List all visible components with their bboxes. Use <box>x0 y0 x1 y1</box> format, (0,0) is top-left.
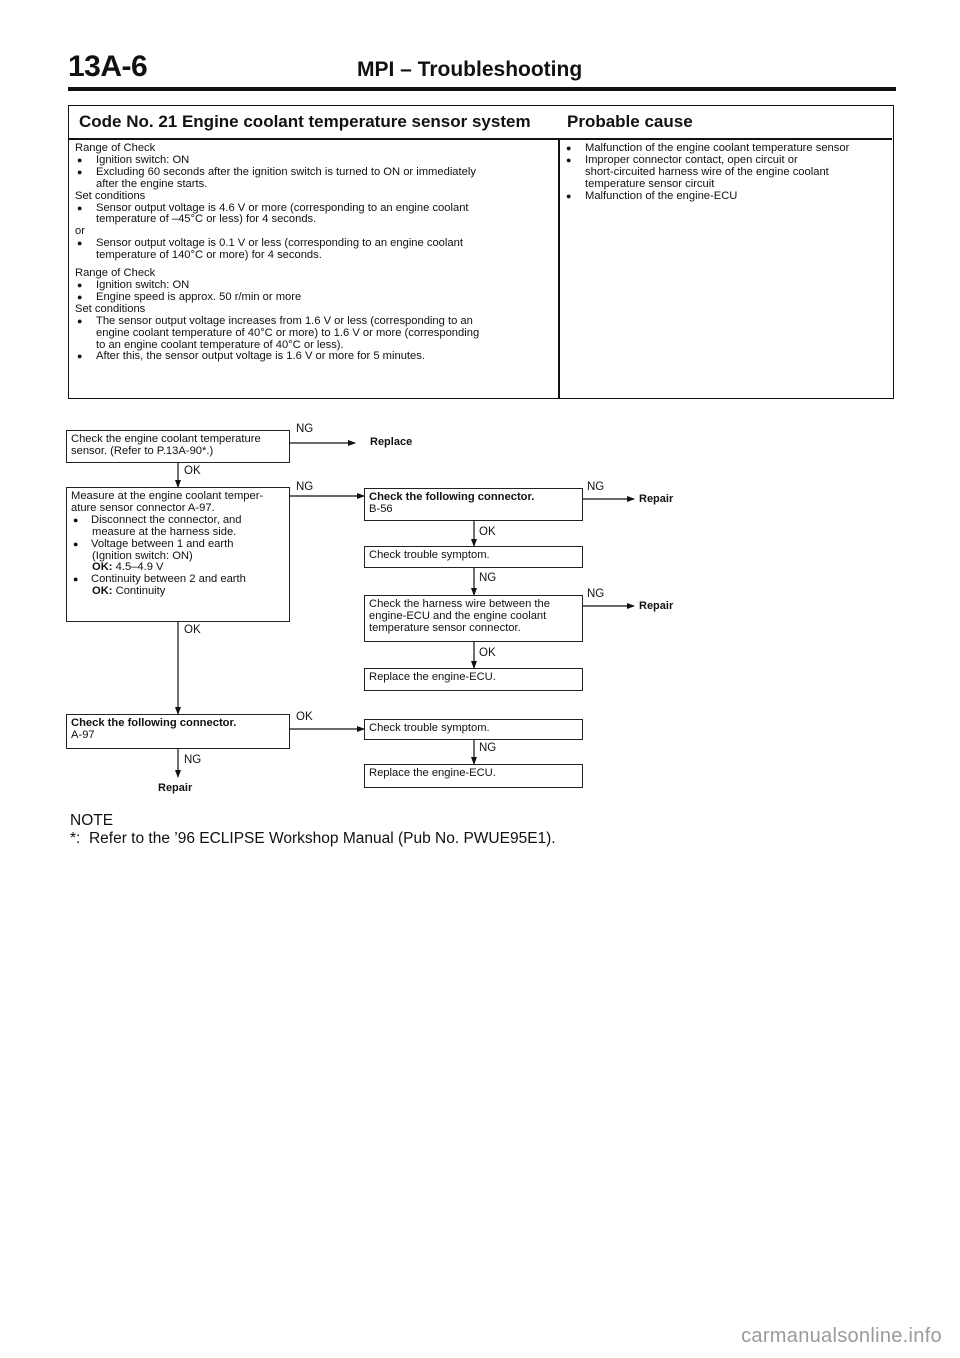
box-text: ature sensor connector A-97. <box>71 501 215 514</box>
condition-item-cont: engine coolant temperature of 40°C or more) to 1.6 V or more (corresponding <box>96 326 480 339</box>
box-text: Check trouble symptom. <box>369 549 490 561</box>
note-body <box>70 830 556 848</box>
branch-label-ng: NG <box>587 481 605 493</box>
box-text: A-97 <box>71 728 95 741</box>
note-marker: *: <box>70 830 81 847</box>
branch-label-ng: NG <box>479 742 497 754</box>
replace-ecu-box <box>364 764 583 788</box>
or-text: or <box>75 225 85 238</box>
box-text: Check the engine coolant temperature <box>71 433 261 445</box>
condition-item: ● After this, the sensor output voltage is 1.6 V or more for 5 minutes. <box>75 351 551 363</box>
check-connector-b56-box <box>364 488 583 521</box>
check-harness-wire-box <box>364 595 583 642</box>
box-text: Check the harness wire between the <box>369 598 550 610</box>
box-text: measure at the harness side. <box>92 525 237 538</box>
condition-item: ● Ignition switch: ON <box>75 280 551 292</box>
condition-item: ● Ignition switch: ON <box>75 155 551 167</box>
branch-label-ok: OK <box>296 711 313 723</box>
ok-spec-value: 4.5–4.9 V <box>115 561 164 574</box>
branch-label-ok: OK <box>184 624 201 636</box>
ok-spec-label: OK: <box>92 585 113 598</box>
box-text: B-56 <box>369 502 393 515</box>
cause-item-cont: temperature sensor circuit <box>585 177 715 190</box>
condition-item: ● Excluding 60 seconds after the ignition switch is turned to ON or immediately <box>75 167 551 179</box>
action-repair: Repair <box>639 493 674 505</box>
cause-title: Probable cause <box>567 112 693 131</box>
box-text: Check trouble symptom. <box>369 722 490 734</box>
branch-label-ng: NG <box>479 572 497 584</box>
action-repair: Repair <box>639 600 674 612</box>
set-conditions-heading: Set conditions <box>75 189 146 202</box>
cause-item: ● Improper connector contact, open circuit or <box>564 155 886 167</box>
branch-label-ok: OK <box>184 465 201 477</box>
watermark: carmanualsonline.info <box>741 1325 942 1347</box>
note-text: Refer to the ’96 ECLIPSE Workshop Manual (Pub No. PWUE95E1). <box>88 830 556 847</box>
condition-item: ● Sensor output voltage is 4.6 V or more (corresponding to an engine coolant <box>75 203 551 215</box>
box-text: Check the following connector. <box>369 491 535 503</box>
condition-item: ● Engine speed is approx. 50 r/min or more <box>75 292 551 304</box>
note-heading: NOTE <box>70 812 114 829</box>
cause-item-cont: short-circuited harness wire of the engine coolant <box>585 165 829 178</box>
condition-item-cont: temperature of 140°C or more) for 4 seconds. <box>96 249 322 262</box>
page-number: 13A-6 <box>68 50 148 83</box>
condition-item-cont: to an engine coolant temperature of 40°C or less). <box>96 338 344 351</box>
box-text: Check the following connector. <box>71 717 237 729</box>
branch-label-ok: OK <box>479 526 496 538</box>
branch-label-ok: OK <box>479 647 496 659</box>
condition-item-cont: after the engine starts. <box>96 177 208 190</box>
box-text: (Ignition switch: ON) <box>92 549 193 562</box>
measure-connector-box <box>66 487 290 622</box>
action-repair: Repair <box>158 782 193 794</box>
box-text: sensor. (Refer to P.13A-90*.) <box>71 444 214 457</box>
code-title: Code No. 21 Engine coolant temperature sensor system <box>79 112 531 131</box>
check-connector-a97-box <box>66 714 290 749</box>
range-of-check-heading: Range of Check <box>75 267 156 280</box>
box-bullet: ● Voltage between 1 and earth <box>71 539 285 551</box>
box-text: engine-ECU and the engine coolant <box>369 609 547 622</box>
branch-label-ng: NG <box>296 481 314 493</box>
condition-item: ● The sensor output voltage increases from 1.6 V or less (corresponding to an <box>75 316 551 328</box>
box-text: temperature sensor connector. <box>369 621 521 634</box>
condition-item: ● Sensor output voltage is 0.1 V or less (corresponding to an engine coolant <box>75 238 551 250</box>
ok-spec-label: OK: <box>92 561 113 574</box>
branch-label-ng: NG <box>296 423 314 435</box>
branch-label-ng: NG <box>184 754 202 766</box>
set-conditions-heading: Set conditions <box>75 302 146 315</box>
ok-spec-value: Continuity <box>115 585 166 598</box>
branch-label-ng: NG <box>587 588 605 600</box>
check-trouble-symptom-box <box>364 719 583 740</box>
range-of-check-heading: Range of Check <box>75 142 156 154</box>
box-text: Measure at the engine coolant temper- <box>71 490 264 502</box>
condition-item-cont: temperature of –45°C or less) for 4 seconds. <box>96 213 317 226</box>
page-title: MPI – Troubleshooting <box>357 58 583 81</box>
replace-ecu-box <box>364 668 583 691</box>
box-bullet: ● Disconnect the connector, and <box>71 515 285 527</box>
action-replace: Replace <box>370 436 413 448</box>
cause-item: ● Malfunction of the engine coolant temperature sensor <box>564 143 886 155</box>
check-trouble-symptom-box <box>364 546 583 568</box>
box-text: Replace the engine-ECU. <box>369 671 496 683</box>
box-bullet: ● Continuity between 2 and earth <box>71 574 285 586</box>
box-text: Replace the engine-ECU. <box>369 767 496 779</box>
check-sensor-box <box>66 430 290 463</box>
cause-item: ● Malfunction of the engine-ECU <box>564 191 886 203</box>
